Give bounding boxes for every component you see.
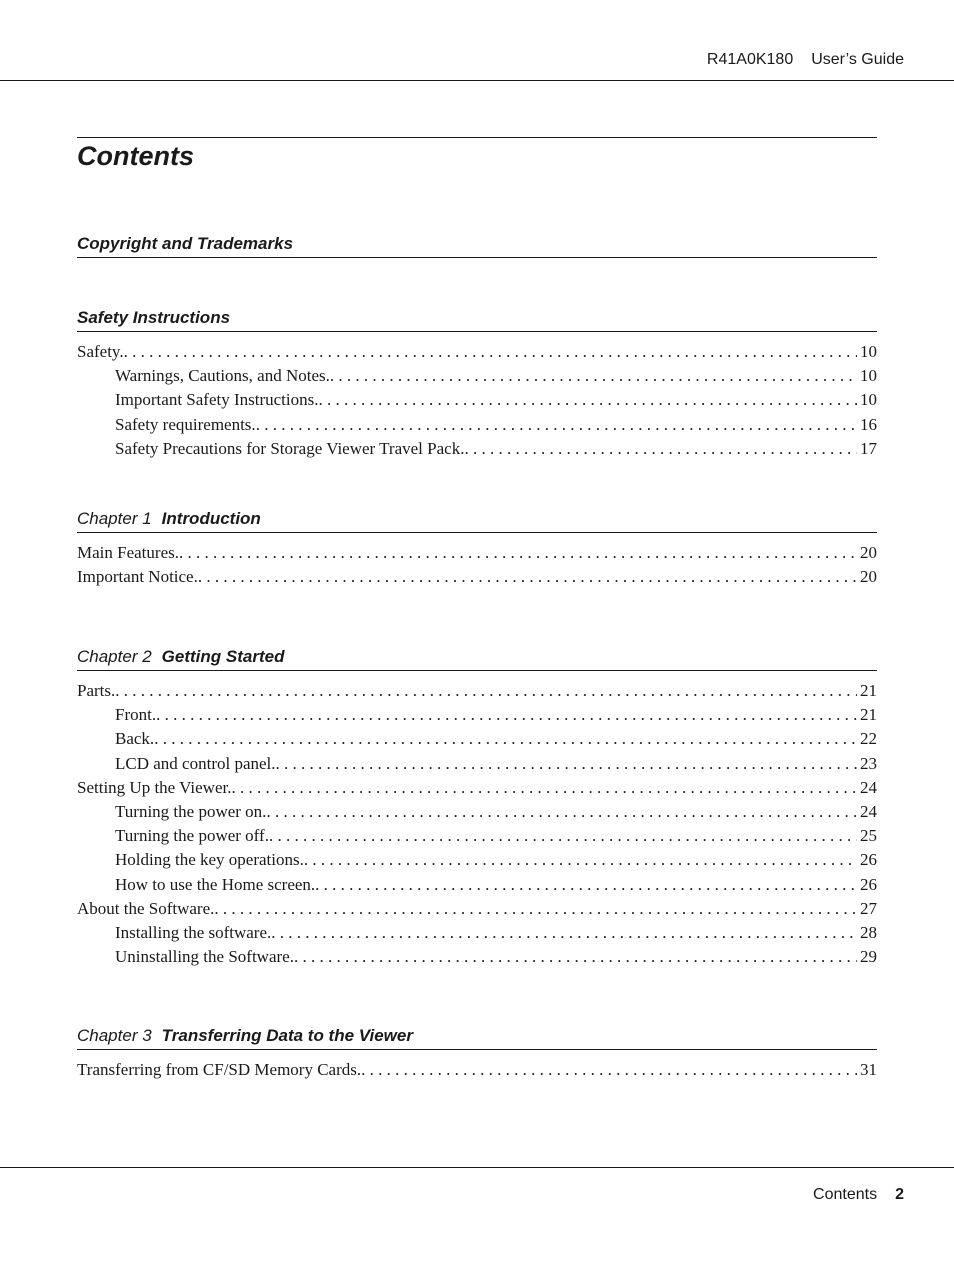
- toc-entry-page: 20: [860, 567, 877, 587]
- toc-entry[interactable]: [77, 565, 877, 589]
- toc-entry-page: 28: [860, 922, 877, 942]
- header-divider: [0, 80, 954, 81]
- dot-leader: [124, 340, 857, 364]
- toc-entry[interactable]: [77, 703, 877, 727]
- dot-leader: [294, 945, 857, 969]
- section-chapter-1: [77, 508, 877, 589]
- toc-entry[interactable]: [77, 945, 877, 969]
- toc-entry-page: 27: [860, 898, 877, 918]
- toc-entry-page: 26: [860, 874, 877, 894]
- toc-entry-page: 23: [860, 753, 877, 773]
- dot-leader: [276, 752, 857, 776]
- chapter-number: Chapter 1: [77, 509, 152, 528]
- chapter-number: Chapter 3: [77, 1026, 152, 1045]
- dot-leader: [214, 897, 857, 921]
- section-heading[interactable]: [77, 646, 877, 671]
- toc-entry-title: Uninstalling the Software.: [115, 947, 294, 967]
- section-title: Copyright and Trademarks: [77, 234, 294, 253]
- toc-entry-title: Parts.: [77, 681, 116, 700]
- toc-entry-page: 16: [860, 414, 877, 434]
- dot-leader: [115, 679, 857, 703]
- toc-entry-title: Back.: [115, 729, 155, 749]
- header-guide-title: User’s Guide: [811, 51, 904, 68]
- section-safety: [77, 307, 877, 461]
- dot-leader: [464, 437, 857, 461]
- toc-entry-title: Safety Precautions for Storage Viewer Travel Pack.: [115, 438, 465, 458]
- section-heading[interactable]: [77, 307, 877, 332]
- dot-leader: [231, 776, 857, 800]
- dot-leader: [304, 848, 857, 872]
- toc-entry[interactable]: [77, 388, 877, 412]
- toc-entry[interactable]: [77, 413, 877, 437]
- toc-entry[interactable]: [77, 776, 877, 800]
- toc-entry-page: 29: [860, 947, 877, 967]
- section-heading[interactable]: [77, 1025, 877, 1050]
- toc-entry[interactable]: [77, 752, 877, 776]
- section-chapter-3: [77, 1025, 877, 1082]
- section-copyright: [77, 233, 877, 258]
- section-heading[interactable]: [77, 233, 877, 258]
- toc-entry-title: Main Features.: [77, 543, 179, 562]
- toc-entry-title: About the Software.: [77, 898, 215, 918]
- toc-entry-title: Warnings, Cautions, and Notes.: [115, 366, 330, 386]
- dot-leader: [179, 541, 857, 565]
- toc-entry[interactable]: [77, 848, 877, 872]
- toc-entries: [77, 679, 877, 969]
- toc-entry-title: How to use the Home screen.: [115, 874, 316, 894]
- toc-entry-page: 10: [860, 366, 877, 386]
- footer-label: Contents: [813, 1186, 878, 1203]
- dot-leader: [266, 800, 857, 824]
- toc-entry-page: 21: [860, 705, 877, 725]
- toc-entry[interactable]: [77, 800, 877, 824]
- dot-leader: [319, 388, 858, 412]
- toc-entry-title: Transferring from CF/SD Memory Cards.: [77, 1060, 362, 1079]
- toc-entry-title: Important Safety Instructions.: [115, 390, 319, 410]
- toc-entry-title: Installing the software.: [115, 922, 272, 942]
- dot-leader: [156, 703, 857, 727]
- toc-entries: [77, 541, 877, 589]
- toc-entry[interactable]: [77, 921, 877, 945]
- toc-entry-page: 31: [860, 1060, 877, 1079]
- toc-entry-title: LCD and control panel.: [115, 753, 276, 773]
- toc-entry[interactable]: [77, 873, 877, 897]
- toc-entry-page: 22: [860, 729, 877, 749]
- toc-entry-page: 24: [860, 801, 877, 821]
- header-model: R41A0K180: [706, 51, 794, 68]
- toc-entry-page: 10: [860, 342, 877, 361]
- chapter-number: Chapter 2: [77, 647, 152, 666]
- section-title: Safety Instructions: [77, 308, 231, 327]
- toc-entry[interactable]: [77, 340, 877, 364]
- toc-entry-title: Turning the power off.: [115, 826, 269, 846]
- toc-entry-title: Holding the key operations.: [115, 850, 304, 870]
- dot-leader: [361, 1058, 857, 1082]
- dot-leader: [271, 921, 857, 945]
- chapter-title: Introduction: [161, 509, 261, 528]
- dot-leader: [315, 873, 857, 897]
- page-number: 2: [895, 1186, 904, 1203]
- footer-divider: [0, 1167, 954, 1168]
- toc-entry[interactable]: [77, 437, 877, 461]
- toc-entries: [77, 340, 877, 461]
- toc-entry-title: Safety requirements.: [115, 414, 256, 434]
- dot-leader: [256, 413, 857, 437]
- toc-entry-page: 21: [860, 681, 877, 700]
- dot-leader: [269, 824, 857, 848]
- toc-entry[interactable]: [77, 541, 877, 565]
- toc-entry[interactable]: [77, 824, 877, 848]
- toc-entry-page: 25: [860, 826, 877, 846]
- title-rule: [77, 137, 877, 138]
- toc-entry-title: Setting Up the Viewer.: [77, 777, 232, 797]
- toc-entry[interactable]: [77, 364, 877, 388]
- chapter-title: Transferring Data to the Viewer: [161, 1026, 413, 1045]
- section-heading[interactable]: [77, 508, 877, 533]
- toc-entry-page: 17: [860, 438, 877, 458]
- toc-entry-page: 24: [860, 777, 877, 797]
- toc-entry[interactable]: [77, 727, 877, 751]
- toc-entry[interactable]: [77, 897, 877, 921]
- page-header: [707, 51, 904, 69]
- toc-entry-title: Turning the power on.: [115, 801, 267, 821]
- dot-leader: [330, 364, 857, 388]
- page-title: Contents: [77, 141, 194, 171]
- page-footer: [813, 1186, 904, 1204]
- section-chapter-2: [77, 646, 877, 969]
- toc-entry-page: 26: [860, 850, 877, 870]
- toc-entry[interactable]: [77, 1058, 877, 1082]
- dot-leader: [154, 727, 857, 751]
- toc-entry-title: Important Notice.: [77, 567, 198, 587]
- toc-entries: [77, 1058, 877, 1082]
- toc-entry-title: Front.: [115, 705, 157, 725]
- toc-entry-page: 10: [860, 390, 877, 410]
- toc-entry[interactable]: [77, 679, 877, 703]
- chapter-title: Getting Started: [161, 647, 285, 666]
- dot-leader: [198, 565, 857, 589]
- toc-entry-page: 20: [860, 543, 877, 562]
- toc-entry-title: Safety.: [77, 342, 124, 361]
